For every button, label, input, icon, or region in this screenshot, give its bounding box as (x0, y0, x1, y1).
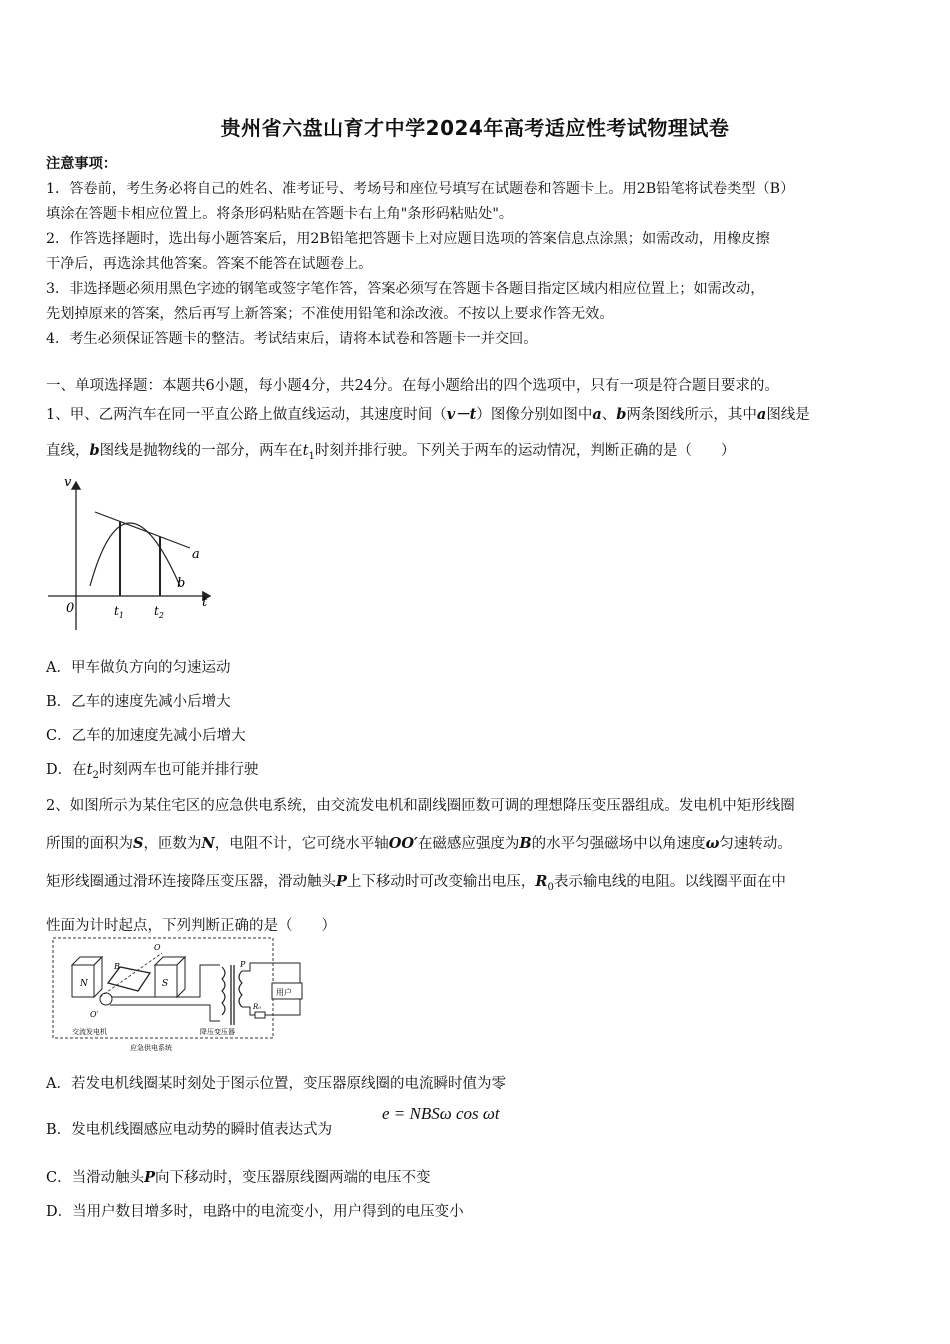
q1-option-b: B．乙车的速度先减小后增大 (46, 694, 231, 710)
emf-formula: e = NBSω cos ωt (382, 1104, 500, 1123)
question-1-line-1: 1、甲、乙两汽车在同一平直公路上做直线运动，其速度时间（v－t）图像分别如图中a、b两条图线所示，其中a图线是 (46, 406, 810, 423)
notice-line: 2．作答选择题时，选出每小题答案后，用2B铅笔把答题卡上对应题目选项的答案信息点涂黑；如需改动，用橡皮擦 (46, 231, 770, 247)
notice-line: 1．答卷前，考生务必将自己的姓名、准考证号、考场号和座位号填写在试题卷和答题卡上。用2B铅笔将试卷类型（B） (46, 181, 795, 197)
resistor-r0 (255, 1012, 265, 1018)
question-2 (46, 787, 910, 945)
slip-ring (100, 993, 112, 1005)
notice-block (46, 152, 908, 352)
transformer-primary (222, 967, 225, 1015)
t-axis-label: t (202, 595, 208, 610)
q2-option-a: A．若发电机线圈某时刻处于图示位置，变压器原线圈的电流瞬时值为零 (46, 1076, 506, 1092)
section-heading: 一、单项选择题：本题共6小题，每小题4分，共24分。在每小题给出的四个选项中，只有一项是符合题目要求的。 (46, 378, 779, 394)
q1-option-d: D．在$t_2$时刻两车也可能并排行驶 (46, 762, 259, 781)
v-axis-label: v (64, 475, 72, 490)
label-o2: O′ (90, 1010, 99, 1019)
notice-line: 干净后，再选涂其他答案。答案不能答在试题卷上。 (46, 256, 373, 272)
origin-label: 0 (66, 601, 75, 616)
line-a (95, 512, 190, 548)
notice-line: 4．考生必须保证答题卡的整洁。考试结束后，请将本试卷和答题卡一并交回。 (46, 331, 538, 347)
question-2-line-3: 矩形线圈通过滑环连接降压变压器，滑动触头P上下移动时可改变输出电压，$R_0$表示输电线的电阻。以线圈平面在中 (46, 873, 786, 893)
question-2-line-4: 性面为计时起点，下列判断正确的是（ ） (46, 917, 336, 934)
notice-line: 3．非选择题必须用黑色字迹的钢笔或签字笔作答，答案必须写在答题卡各题目指定区域内相应位置上；如需改动， (46, 281, 765, 297)
label-transformer: 降压变压器 (200, 1028, 235, 1036)
label-b: B (114, 962, 120, 971)
label-o: O (154, 943, 161, 952)
diagram-caption: 应急供电系统 (130, 1044, 172, 1052)
q2-option-c: C．当滑动触头P向下移动时，变压器原线圈两端的电压不变 (46, 1169, 431, 1186)
q2-option-d: D．当用户数目增多时，电路中的电流变小，用户得到的电压变小 (46, 1204, 464, 1220)
q1-option-a: A．甲车做负方向的匀速运动 (46, 660, 231, 676)
user-label: 用户 (276, 988, 292, 997)
question-1-line-2: 直线，b图线是抛物线的一部分，两车在$t_1$时刻并排行驶。下列关于两车的运动情况，判断正确的是（ ） (46, 442, 736, 462)
label-p: P (240, 960, 246, 969)
line-b-label: b (177, 576, 186, 591)
magnet-n-label: N (80, 979, 88, 989)
emergency-power-diagram (50, 935, 310, 1055)
q1-option-c: C．乙车的加速度先减小后增大 (46, 728, 246, 744)
line-a-label: a (192, 547, 200, 562)
notice-line: 先划掉原来的答案，然后再写上新答案；不准使用铅笔和涂改液。不按以上要求作答无效。 (46, 306, 614, 322)
exam-title: 贵州省六盘山育才中学2024年高考适应性考试物理试卷 (220, 116, 730, 140)
t2-label: $t_2$ (154, 604, 164, 620)
q2-option-b: B．发电机线圈感应电动势的瞬时值表达式为 (46, 1122, 333, 1138)
magnet-s-label: S (162, 979, 169, 989)
curve-b (90, 523, 180, 586)
vt-graph (40, 470, 220, 645)
question-2-line-1: 2、如图所示为某住宅区的应急供电系统，由交流发电机和副线圈匝数可调的理想降压变压器组成。发电机中矩形线圈 (46, 798, 795, 814)
question-2-line-2: 所围的面积为S，匝数为N，电阻不计，它可绕水平轴OO′在磁感应强度为B的水平匀强磁场中以角速度ω匀速转动。 (46, 835, 792, 852)
transformer-secondary (239, 971, 242, 1007)
question-1 (46, 397, 910, 475)
label-r0: R₀ (253, 1003, 262, 1011)
t1-label: $t_1$ (114, 604, 124, 620)
label-generator: 交流发电机 (72, 1028, 107, 1036)
notice-heading: 注意事项： (46, 156, 117, 172)
notice-line: 填涂在答题卡相应位置上。将条形码粘贴在答题卡右上角"条形码粘贴处"。 (46, 206, 514, 222)
